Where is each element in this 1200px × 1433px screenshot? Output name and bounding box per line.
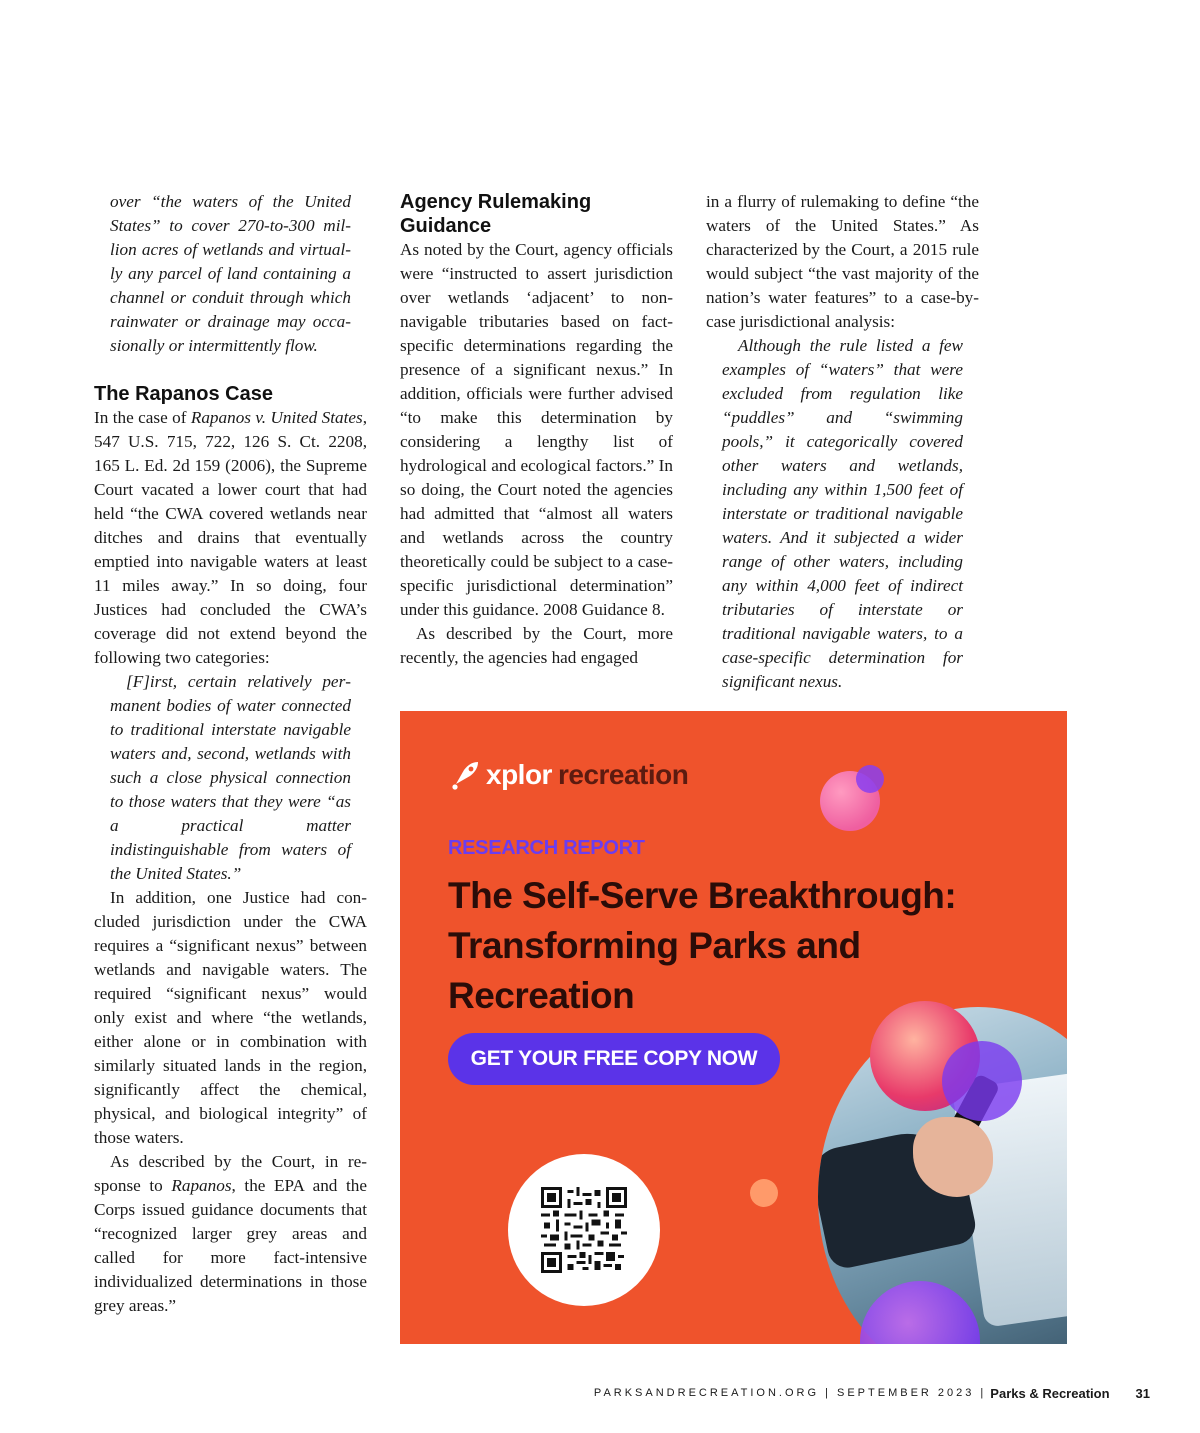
logo-word-recreation: recreation (557, 759, 689, 790)
qr-code-badge[interactable] (508, 1154, 660, 1306)
paragraph (94, 1150, 367, 1318)
heading-line: Guidance (400, 215, 492, 237)
advertisement[interactable] (400, 711, 1067, 1344)
ad-headline (448, 871, 1038, 1021)
case-name: Rapanos v. United States (190, 408, 363, 427)
footer-site-date: PARKSANDRECREATION.ORG | SEPTEMBER 2023 | (593, 1387, 987, 1399)
page-footer (594, 1383, 1150, 1403)
page-number: 31 (1135, 1385, 1150, 1401)
block-quote: Although the rule listed a few examples of “waters” that were excluded from regulation like “puddles” and “swimming pools,” it categorically covered other waters and wetlands, including any within 1,500 feet of interstate or traditional navigable waters. And it subjected a wider range of other waters, including any within 4,000 feet of indirect tributaries of interstate or traditional navigable waters, to a case-specific determination for significant nexus. (722, 336, 963, 691)
logo-word-xplor: xplor (486, 759, 552, 790)
text-run: , the EPA and the Corps issued guidance documents that “recognized larger grey areas and called for more fact-intensive individualized determinations in those grey areas.” (94, 1176, 367, 1315)
footer-brand: Parks & Recreation (990, 1385, 1110, 1401)
section-heading-rapanos: The Rapanos Case (94, 383, 273, 405)
paragraph: in a flurry of rulemaking to define “the waters of the United States.” As characterized by the Court, a 2015 rule would subject “the vast majority of the nation’s water features” to a case-by-case jurisdictional analysis: (706, 192, 979, 331)
ad-headline-line: Recreation (448, 975, 635, 1016)
section-heading-agency (400, 190, 673, 238)
decor-bubble (750, 1179, 778, 1207)
column-2 (400, 190, 673, 670)
paragraph: In addition, one Justice had concluded jurisdiction under the CWA requires a “significant nexus” between wetlands and navigable waters. The required “significant nexus” would only exist and where “the wetlands, either alone or in combination with similarly situated lands in the region, significantly affect the chemical, physical, and biological integrity” of those waters. (94, 888, 367, 1147)
block-quote-continued: over “the waters of the United States” to cover 270-to-300 million acres of wetlands and virtually any parcel of land containing a channel or conduit through which rainwater or drainage may occasionally or intermittently flow. (110, 192, 351, 355)
heading-line: Agency Rulemaking (400, 191, 592, 213)
decor-bubble (942, 1041, 1022, 1121)
text-run: , 547 U.S. 715, 722, 126 S. Ct. 2208, 165 L. Ed. 2d 159 (2006), the Supreme Court vacated a lower court that had held “the CWA covered wetlands near ditches and drains that eventually emptied into navigable waters at least 11 miles away.” In so doing, four Justices had concluded the CWA’s coverage did not extend beyond the following two categories: (94, 408, 367, 667)
get-free-copy-button[interactable]: GET YOUR FREE COPY NOW (448, 1033, 780, 1085)
ad-headline-line: Transforming Parks and (448, 925, 861, 966)
rocket-icon (450, 760, 480, 790)
ad-kicker: RESEARCH REPORT (448, 837, 645, 859)
decor-bubble (856, 765, 884, 793)
column-3 (706, 190, 979, 694)
ad-headline-line: The Self-Serve Breakthrough: (448, 875, 957, 916)
paragraph: As described by the Court, more recently, the agencies had engaged (400, 624, 673, 667)
paragraph (94, 406, 367, 670)
block-quote: [F]irst, certain relatively permanent bodies of water connected to traditional interstate navigable waters and, second, wetlands with such a close physical connection to those waters that they were “as a practical matter indistinguishable from waters of the United States.” (110, 672, 351, 883)
paragraph: As noted by the Court, agency officials were “instructed to assert jurisdiction over wetlands ‘adjacent’ to non-navigable tributaries based on fact-specific determinations regarding the presence of a significant nexus.” In addition, officials were further advised “to make this determination by considering a lengthy list of hydrological and ecological factors.” In so doing, the Court noted the agencies had admitted that “almost all waters and wetlands across the country theoretically could be subject to a case-specific jurisdictional determination” under this guidance. 2008 Guidance 8. (400, 240, 673, 619)
case-name: Rapanos (171, 1176, 232, 1195)
xplor-logo (450, 755, 688, 795)
column-1 (94, 190, 367, 1318)
qr-code-icon[interactable] (541, 1187, 627, 1273)
text-run: In the case of (94, 408, 191, 427)
text-run: As described by the Court, in response to (94, 1152, 367, 1195)
